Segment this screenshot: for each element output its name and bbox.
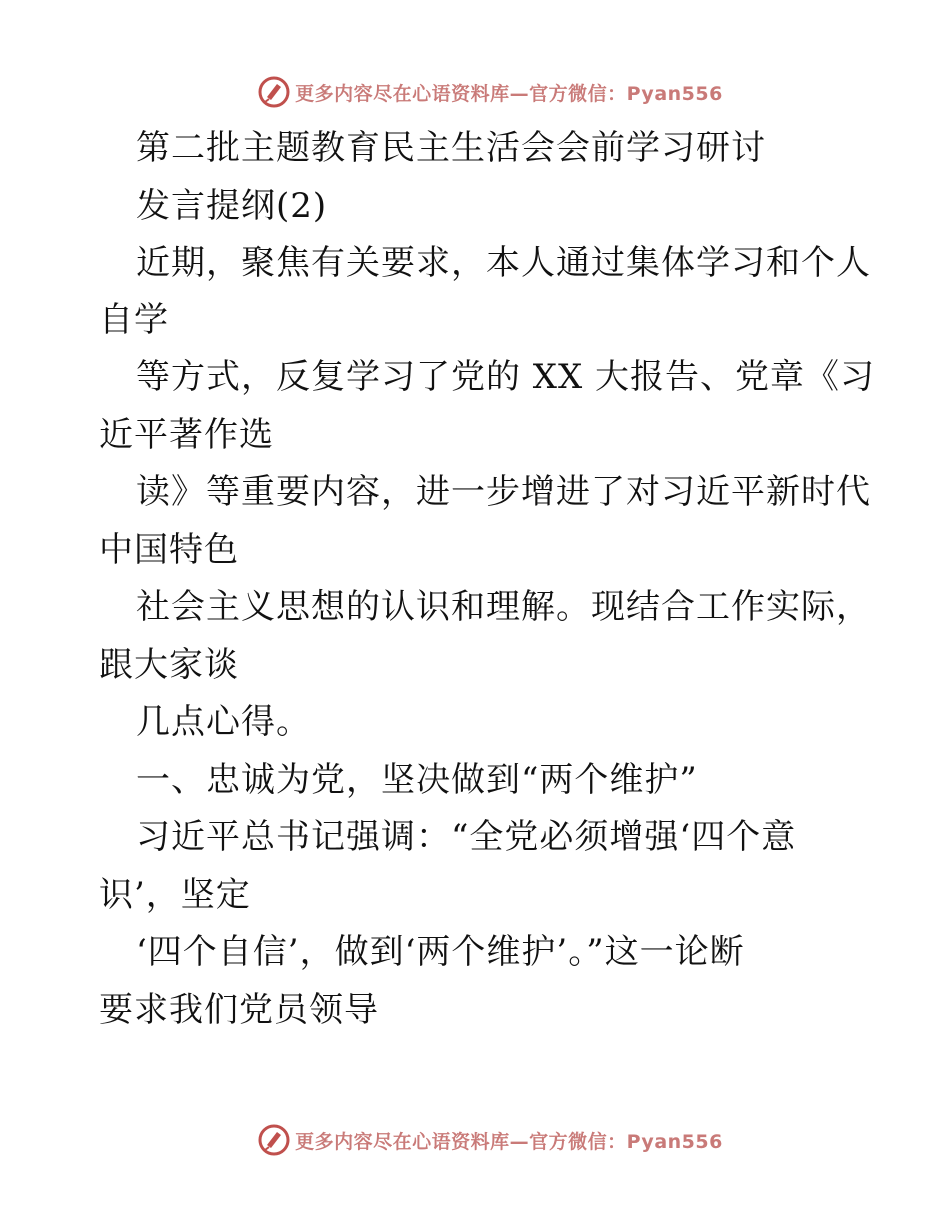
paragraph-line: 近期，聚焦有关要求，本人通过集体学习和个人 (136, 243, 871, 283)
paragraph-line: 中国特色 (99, 530, 239, 570)
paragraph-line: 自学 (99, 300, 169, 340)
paragraph-line: 跟大家谈 (99, 645, 239, 685)
seal-logo-icon (257, 1123, 291, 1157)
paragraph-line: 等方式，反复学习了党的 XX 大报告、党章《习 (136, 357, 876, 397)
watermark-text: 更多内容尽在心语资料库—官方微信：Pyan556 (295, 82, 723, 105)
paragraph-line: 社会主义思想的认识和理解。现结合工作实际， (136, 587, 871, 627)
doc-title-line-2: 发言提纲(2) (136, 186, 328, 226)
footer-watermark (0, 1120, 950, 1160)
doc-title-line-1: 第二批主题教育民主生活会会前学习研讨 (136, 128, 766, 168)
paragraph-line: ‘四个自信’，做到‘两个维护’。”这一论断 (136, 932, 745, 972)
section-heading: 一、忠诚为党，坚决做到“两个维护” (136, 760, 698, 800)
paragraph-line: 要求我们党员领导 (99, 990, 379, 1030)
watermark-text: 更多内容尽在心语资料库—官方微信：Pyan556 (295, 1130, 723, 1153)
paragraph-line: 习近平总书记强调：“全党必须增强‘四个意 (136, 817, 797, 857)
paragraph-line: 几点心得。 (136, 702, 311, 742)
paragraph-line: 读》等重要内容，进一步增进了对习近平新时代 (136, 472, 871, 512)
paragraph-line: 识’，坚定 (99, 875, 251, 915)
paragraph-line: 近平著作选 (99, 415, 274, 455)
